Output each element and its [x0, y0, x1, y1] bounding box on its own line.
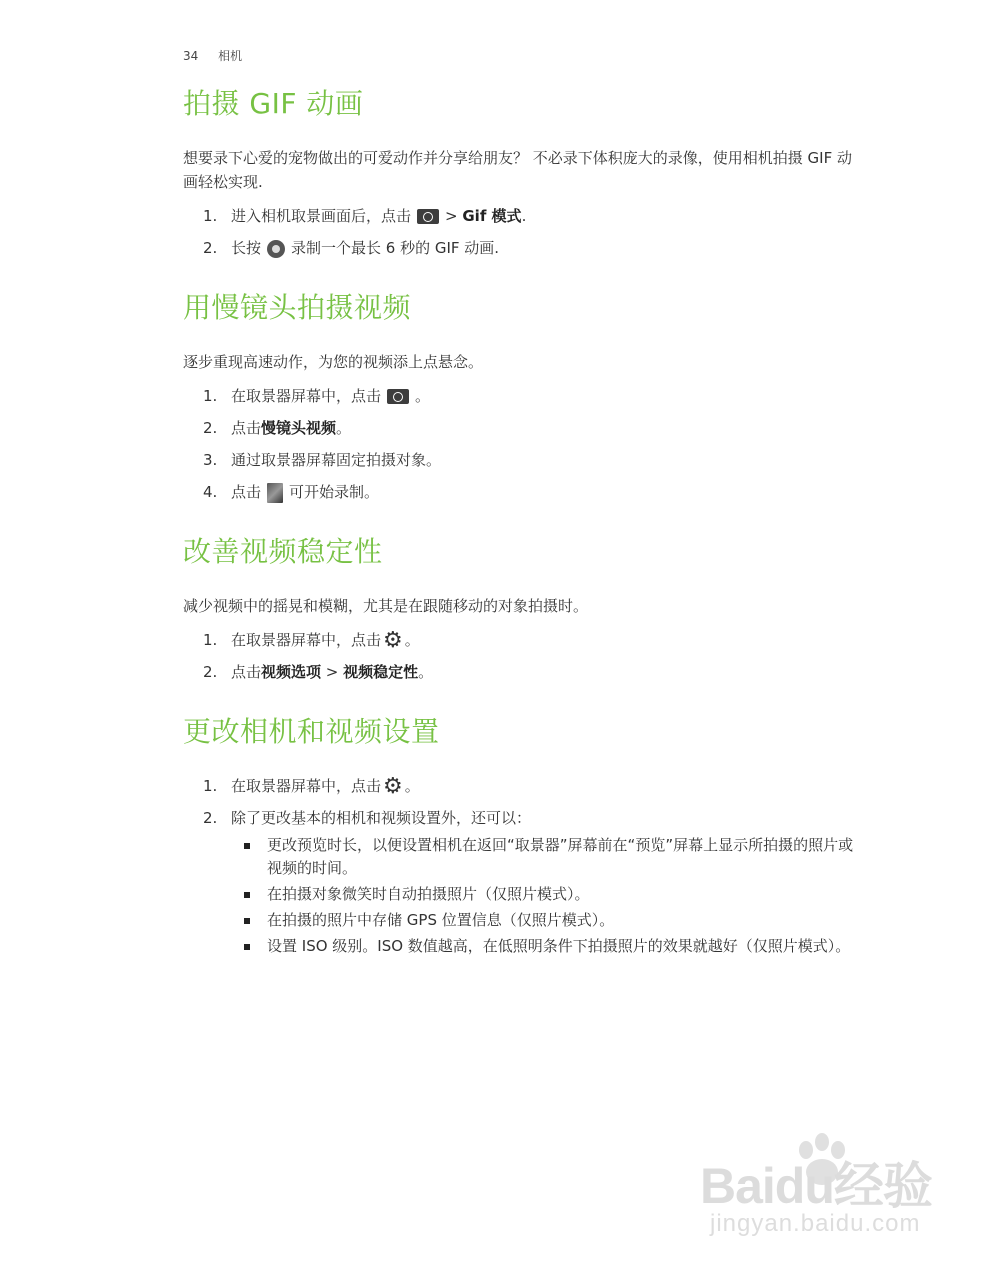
section-settings	[183, 712, 863, 958]
page-header	[183, 47, 242, 64]
section-title: 更改相机和视频设置	[183, 715, 440, 748]
step-item: 2. 点击视频选项 > 视频稳定性。	[203, 663, 434, 681]
page-content	[183, 84, 863, 986]
section-slowmo	[183, 288, 863, 504]
step-item: 1. 进入相机取景画面后，点击 > Gif 模式.	[203, 207, 527, 225]
section-intro: 想要录下心爱的宠物做出的可爱动作并分享给朋友？ 不必录下体积庞大的录像，使用相机拍摄 GIF 动画轻松实现.	[183, 149, 852, 191]
bullet-item: 设置 ISO 级别。ISO 数值越高，在低照明条件下拍摄照片的效果就越好（仅照片模式）。	[231, 935, 863, 958]
watermark-brand: Baidu经验	[700, 1158, 932, 1214]
bullet-item: 更改预览时长，以便设置相机在返回“取景器”屏幕前在“预览”屏幕上显示所拍摄的照片或视频的时间。	[231, 834, 863, 880]
step-item: 4. 点击 可开始录制。	[203, 483, 380, 501]
section-intro: 逐步重现高速动作，为您的视频添上点悬念。	[183, 353, 484, 371]
section-gif	[183, 84, 863, 260]
record-icon	[267, 240, 285, 258]
section-stabilization	[183, 532, 863, 684]
step-item: 1. 在取景器屏幕中，点击 。	[203, 387, 431, 405]
step-list	[183, 204, 863, 260]
gear-icon: ⚙	[383, 773, 403, 799]
slow-motion-icon	[267, 483, 283, 503]
bullet-list	[231, 834, 863, 958]
step-list	[183, 628, 863, 684]
section-intro: 减少视频中的摇晃和模糊，尤其是在跟随移动的对象拍摄时。	[183, 597, 589, 615]
camera-icon	[417, 209, 439, 224]
step-item: 1. 在取景器屏幕中，点击⚙ 。	[203, 773, 420, 799]
gear-icon: ⚙	[383, 627, 403, 653]
step-item: 2. 除了更改基本的相机和视频设置外，还可以： 更改预览时长，以便设置相机在返回“取景器”屏幕前在“预览”屏幕上显示所拍摄的照片或视频的时间。 在拍摄对象微笑时自动拍摄照片（仅照片模式）。 在拍摄的照片中存储 GPS 位置信息（仅照片模式）。 设置 ISO 级别。ISO 数值越高，在低照明条件下拍摄照片的效果就越好（仅照片模式）。	[183, 806, 863, 958]
section-title: 用慢镜头拍摄视频	[183, 291, 412, 324]
step-list	[183, 774, 863, 958]
watermark	[700, 1128, 940, 1248]
bullet-item: 在拍摄的照片中存储 GPS 位置信息（仅照片模式）。	[231, 909, 863, 932]
step-item: 1. 在取景器屏幕中，点击⚙ 。	[203, 627, 420, 653]
section-title: 改善视频稳定性	[183, 535, 383, 568]
section-title: 拍摄 GIF 动画	[183, 87, 364, 120]
step-item: 3. 通过取景器屏幕固定拍摄对象。	[203, 451, 442, 469]
step-list	[183, 384, 863, 504]
camera-icon	[387, 389, 409, 404]
step-item: 2. 长按 录制一个最长 6 秒的 GIF 动画.	[203, 239, 500, 257]
step-item: 2. 点击慢镜头视频。	[203, 419, 352, 437]
watermark-url: jingyan.baidu.com	[710, 1210, 921, 1237]
page-number: 34	[183, 49, 199, 63]
header-section: 相机	[218, 49, 243, 63]
bullet-item: 在拍摄对象微笑时自动拍摄照片（仅照片模式）。	[231, 883, 863, 906]
